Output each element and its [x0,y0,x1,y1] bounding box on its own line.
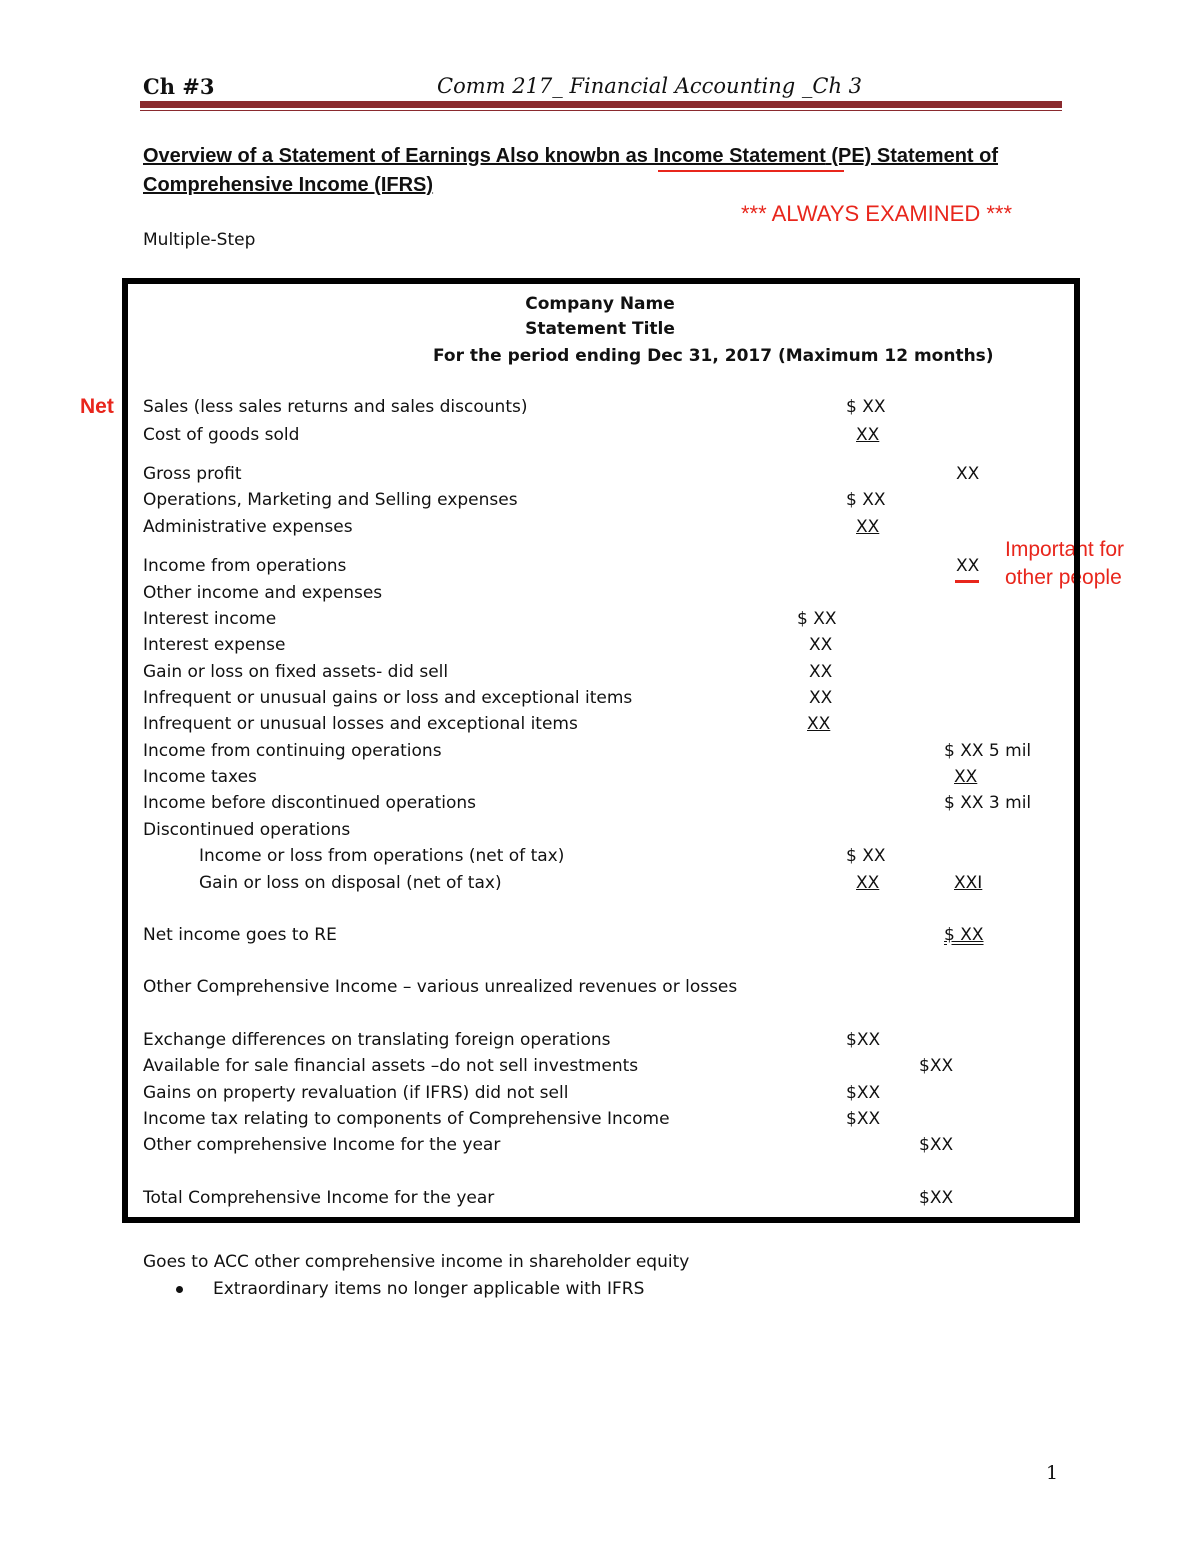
statement-row-label: Income from continuing operations [143,741,442,761]
chapter-label: Ch #3 [143,74,215,99]
statement-amount-c2 [846,873,879,893]
statement-row-label: Income before discontinued operations [143,793,477,813]
statement-title: Statement Title [525,319,675,339]
title-income-statement: Income Statement [653,145,826,167]
amount-value: XX [954,767,978,787]
statement-amount-c3 [956,464,979,484]
amount-value: XX [807,714,831,734]
statement-amount-c1 [809,688,832,708]
statement-amount-c2 [846,517,879,537]
statement-amount-c2 [846,846,886,866]
amount-value: XX [956,556,980,576]
statement-row-label: Gross profit [143,464,242,484]
amount-value: $ XX [944,925,984,945]
document-title-line2: Comprehensive Income (IFRS) [143,174,434,196]
statement-row-label: Total Comprehensive Income for the year [143,1188,495,1208]
statement-period: For the period ending Dec 31, 2017 (Maximum 12 months) [433,346,994,366]
amount-value: $ XX [846,490,886,510]
statement-row-label: Sales (less sales returns and sales discounts) [143,397,528,417]
statement-amount-c1 [809,662,832,682]
net-annotation: Net [80,395,114,418]
statement-amount-c3 [956,556,979,576]
important-annotation-line2: other people [1005,566,1122,589]
statement-row-label: Other income and expenses [143,583,383,603]
statement-row-label: Income taxes [143,767,257,787]
statement-amount-c3 [944,925,984,945]
statement-amount-c3 [944,767,977,787]
amount-value: XXI [954,873,983,893]
statement-amount-c2 [846,1109,880,1129]
statement-row-label: Operations, Marketing and Selling expenses [143,490,518,510]
statement-amount-c3 [919,1188,953,1208]
statement-amount-c2 [846,425,879,445]
title-part1: Overview of a Statement of Earnings Also knowbn as [143,145,654,167]
header-rule [140,101,1062,108]
amount-value: $ XX [797,609,837,629]
amount-value: $XX [919,1188,954,1208]
statement-amount-c3 [944,741,1031,761]
amount-value: XX [856,425,880,445]
statement-title-line [0,319,1200,339]
bullet-icon [176,1286,183,1293]
company-name: Company Name [525,294,675,314]
statement-row-label: Other Comprehensive Income – various unrealized revenues or losses [143,977,738,997]
statement-row-label: Cost of goods sold [143,425,300,445]
course-title: Comm 217_ Financial Accounting _Ch 3 [437,74,863,98]
amount-value: $XX [919,1056,954,1076]
amount-value: XX [856,873,880,893]
red-underline-income-ops [955,580,979,583]
amount-value: $ XX [846,846,886,866]
amount-value: $XX [846,1109,881,1129]
statement-amount-c3 [944,793,1031,813]
statement-row-label: Infrequent or unusual gains or loss and exceptional items [143,688,633,708]
amount-value: XX [809,662,833,682]
statement-row-label: Gain or loss on disposal (net of tax) [199,873,502,893]
subtitle-multiple-step: Multiple-Step [143,230,256,250]
statement-row-label: Gain or loss on fixed assets- did sell [143,662,449,682]
amount-value: $ XX 3 mil [944,793,1032,813]
statement-company-line [0,294,1200,314]
amount-value: $XX [846,1030,881,1050]
statement-row-label: Income or loss from operations (net of tax) [199,846,565,866]
statement-row-label: Administrative expenses [143,517,353,537]
title-part3: (PE) Statement of [825,145,999,167]
statement-row-label: Net income goes to RE [143,925,337,945]
amount-value: XX [856,517,880,537]
footer-note: Goes to ACC other comprehensive income in shareholder equity [143,1252,690,1272]
amount-value: $XX [846,1083,881,1103]
always-examined-note: *** ALWAYS EXAMINED *** [741,201,1013,226]
statement-amount-c2 [846,1083,880,1103]
statement-amount-c2 [846,1030,880,1050]
amount-value: $ XX 5 mil [944,741,1032,761]
statement-amount-c2 [846,490,886,510]
statement-row-label: Income from operations [143,556,347,576]
statement-row-label: Exchange differences on translating foreign operations [143,1030,611,1050]
statement-amount-c1 [807,714,830,734]
statement-amount-c1 [809,635,832,655]
statement-row-label: Infrequent or unusual losses and exceptional items [143,714,578,734]
footer-bullet-text: Extraordinary items no longer applicable with IFRS [213,1279,645,1299]
important-annotation-line1: Important for [1005,538,1125,561]
statement-amount-c3 [919,1135,953,1155]
statement-row-label: Interest expense [143,635,286,655]
amount-value: $ XX [846,397,886,417]
amount-value: XX [809,688,833,708]
statement-amount-c3 [944,873,982,893]
statement-amount-c2 [846,397,886,417]
red-underline-income-statement [658,170,844,172]
header-rule-thin [140,110,1062,111]
amount-value: XX [809,635,833,655]
document-title-line1 [143,145,998,168]
amount-value: XX [956,464,980,484]
page-number: 1 [1046,1462,1059,1484]
statement-amount-c3 [919,1056,953,1076]
amount-value: $XX [919,1135,954,1155]
statement-row-label: Income tax relating to components of Comprehensive Income [143,1109,670,1129]
statement-row-label: Discontinued operations [143,820,351,840]
statement-row-label: Other comprehensive Income for the year [143,1135,501,1155]
statement-row-label: Gains on property revaluation (if IFRS) did not sell [143,1083,569,1103]
statement-row-label: Interest income [143,609,277,629]
statement-amount-c1 [797,609,837,629]
statement-row-label: Available for sale financial assets –do not sell investments [143,1056,639,1076]
